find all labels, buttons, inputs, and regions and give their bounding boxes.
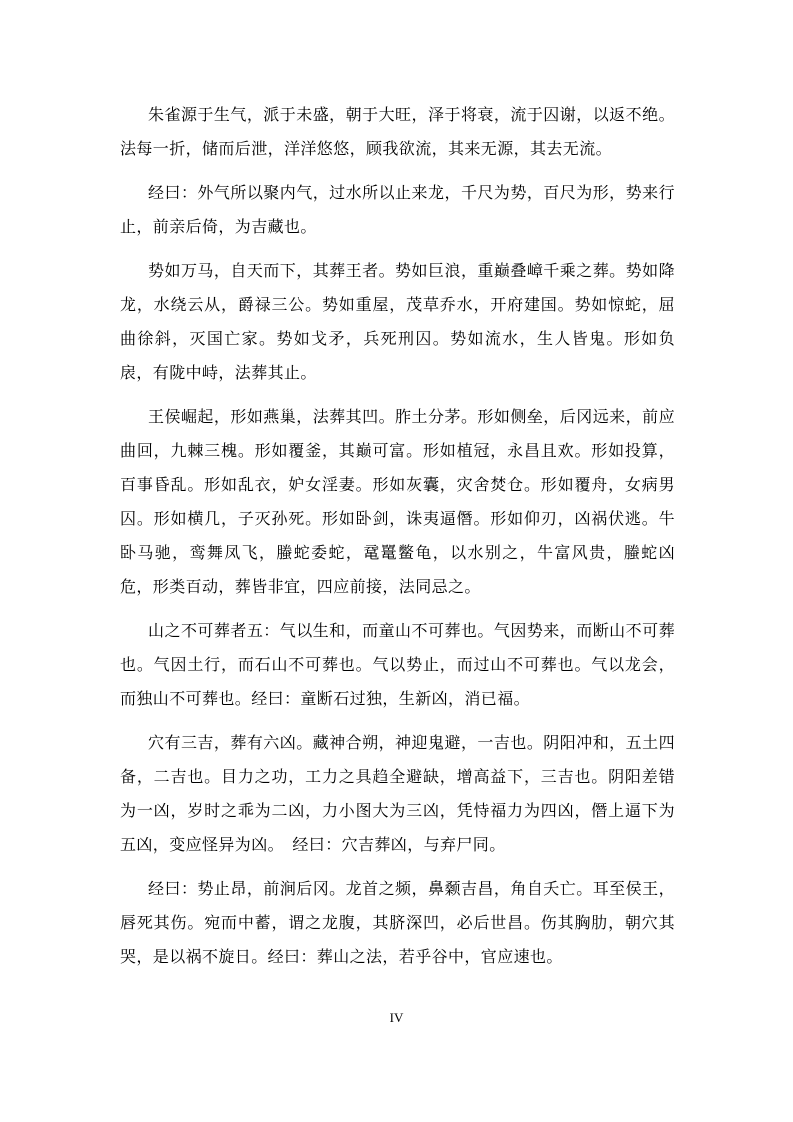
paragraph-1: 朱雀源于生气，派于未盛，朝于大旺，泽于将衰，流于囚谢，以返不绝。法每一折，储而后泄，洋洋悠悠，顾我欲流，其来无源，其去无流。 bbox=[120, 105, 675, 158]
body-text bbox=[120, 98, 692, 984]
paragraph-4: 王侯崛起，形如燕巢，法葬其凹。胙土分茅。形如侧垒，后冈远来，前应曲回，九棘三槐。形如覆釜，其巅可富。形如植冠，永昌且欢。形如投算，百事昏乱。形如乱衣，妒女淫妻。形如灰囊，灾舍焚仓。形如覆舟，女病男囚。形如横几，子灭孙死。形如卧剑，诛夷逼僭。形如仰刃，凶祸伏逃。牛卧马驰，鸾舞凤飞，螣蛇委蛇，鼋鼍鳖龟，以水别之，牛富风贵，螣蛇凶危，形类百动，葬皆非宜，四应前接，法同忌之。 bbox=[120, 407, 675, 596]
paragraph-3: 势如万马，自天而下，其葬王者。势如巨浪，重巅叠嶂千乘之葬。势如降龙，水绕云从，爵禄三公。势如重屋，茂草乔水，开府建国。势如惊蛇，屈曲徐斜，灭国亡家。势如戈矛，兵死刑囚。势如流水，生人皆鬼。形如负扆，有陇中峙，法葬其止。 bbox=[120, 261, 675, 382]
paragraph-5: 山之不可葬者五：气以生和，而童山不可葬也。气因势来，而断山不可葬也。气因土行，而石山不可葬也。气以势止，而过山不可葬也。气以龙会，而独山不可葬也。经曰：童断石过独，生新凶，消已福。 bbox=[120, 621, 675, 708]
paragraph-2: 经曰：外气所以聚内气，过水所以止来龙，千尺为势，百尺为形，势来行止，前亲后倚，为吉藏也。 bbox=[120, 183, 675, 236]
paragraph-6: 穴有三吉，葬有六凶。藏神合朔，神迎鬼避，一吉也。阴阳冲和，五土四备，二吉也。目力之功，工力之具趋全避缺，增高益下，三吉也。阴阳差错为一凶，岁时之乖为二凶，力小图大为三凶，凭恃福力为四凶，僭上逼下为 五凶，变应怪异为凶。 经曰：穴吉葬凶，与弃尸同。 bbox=[120, 733, 692, 854]
paragraph-7: 经曰：势止昂，前涧后冈。龙首之频，鼻颡吉昌，角自夭亡。耳至侯王，唇死其伤。宛而中蓄，谓之龙腹，其脐深凹，必后世昌。伤其胸肋，朝穴其哭，是以祸不旋日。经曰：葬山之法，若乎谷中，官应速也。 bbox=[120, 879, 675, 966]
page-number: IV bbox=[389, 1010, 404, 1025]
